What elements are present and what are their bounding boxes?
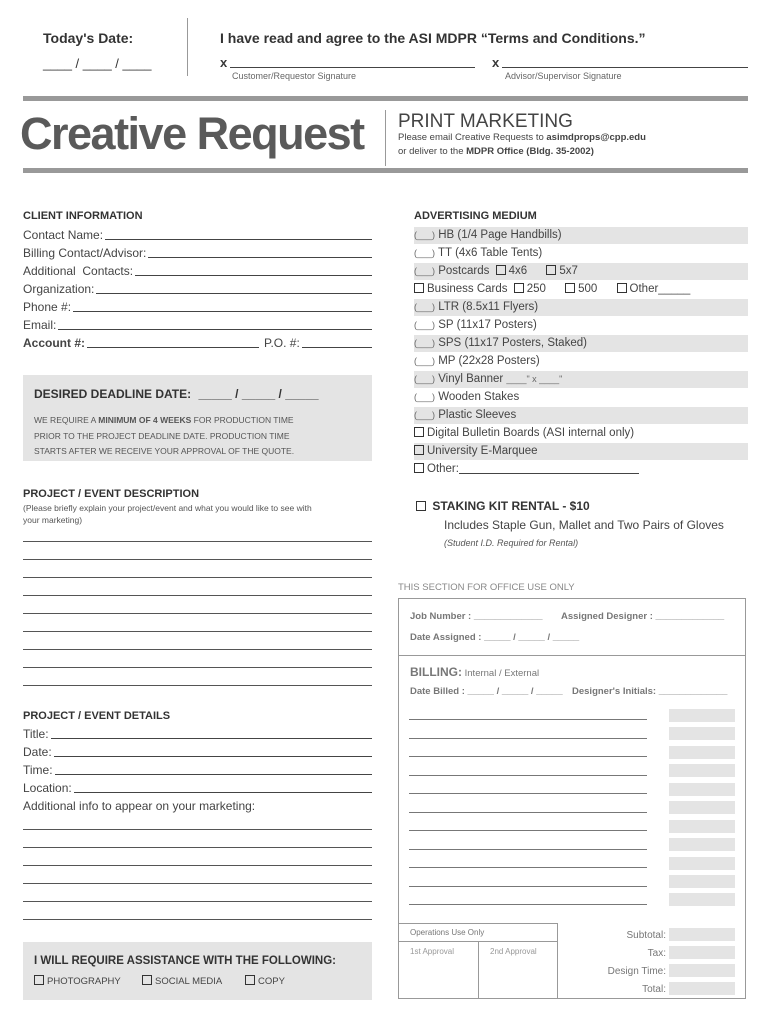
billing-line <box>409 904 647 905</box>
billing-amount-cell <box>669 801 735 814</box>
project-description-heading: PROJECT / EVENT DESCRIPTION <box>23 488 200 500</box>
billing-amount-cell <box>669 727 735 740</box>
billing-line <box>409 849 647 850</box>
tt-row[interactable]: (___) TT (4x6 Table Tents) <box>414 247 543 259</box>
header-divider <box>187 18 188 76</box>
bc-500-checkbox[interactable] <box>565 283 575 293</box>
description-line[interactable] <box>23 685 372 686</box>
section-title: PRINT MARKETING <box>398 111 573 132</box>
title-divider <box>385 110 386 166</box>
billing-line <box>409 812 647 813</box>
ltr-row[interactable]: (___) LTR (8.5x11 Flyers) <box>414 299 748 316</box>
other-medium-row[interactable]: Other: <box>414 461 748 478</box>
title-bottom-rule <box>23 168 748 173</box>
billing-line <box>409 756 647 757</box>
designer-initials-field: Designer's Initials: _____________ <box>572 686 728 697</box>
billing-line <box>409 793 647 794</box>
deadline-label: DESIRED DEADLINE DATE: _____ / _____ / _____ <box>34 387 319 401</box>
billing-line <box>409 719 647 720</box>
billing-amount-cell <box>669 838 735 851</box>
second-approval-label: 2nd Approval <box>490 947 537 956</box>
advisor-signature-label: Advisor/Supervisor Signature <box>505 71 622 81</box>
project-details-heading: PROJECT / EVENT DETAILS <box>23 710 171 722</box>
social-media-checkbox[interactable] <box>142 975 152 985</box>
postcard-4x6-checkbox[interactable] <box>496 265 506 275</box>
copy-checkbox[interactable] <box>245 975 255 985</box>
additional-info-line[interactable] <box>23 829 372 830</box>
todays-date-field[interactable]: ____ / ____ / ____ <box>43 56 152 71</box>
description-line[interactable] <box>23 631 372 632</box>
description-line[interactable] <box>23 649 372 650</box>
billing-amount-cell <box>669 857 735 870</box>
copy-option[interactable]: COPY <box>245 975 285 987</box>
assistance-heading: I WILL REQUIRE ASSISTANCE WITH THE FOLLOWING: <box>34 955 336 967</box>
social-media-option[interactable]: SOCIAL MEDIA <box>142 975 222 987</box>
contact-name-field[interactable]: Contact Name: <box>23 227 372 244</box>
design-time-label: Design Time: <box>607 966 666 977</box>
deadline-note: WE REQUIRE A MINIMUM OF 4 WEEKS FOR PRODUCTION TIME PRIOR TO THE PROJECT DEADLINE DATE. PRODUCTION TIME STARTS AFTER WE RECEIVE YOUR APPROVAL OF THE QUOTE. <box>34 415 295 456</box>
operations-label: Operations Use Only <box>410 928 485 937</box>
event-date-field[interactable]: Date: <box>23 744 372 761</box>
agree-statement: I have read and agree to the ASI MDPR “Terms and Conditions.” <box>220 30 646 46</box>
approval-divider <box>478 941 479 999</box>
staking-kit-includes: Includes Staple Gun, Mallet and Two Pairs of Gloves <box>444 518 724 532</box>
customer-x-mark: x <box>220 55 228 70</box>
bc-other-checkbox[interactable] <box>617 283 627 293</box>
additional-info-line[interactable] <box>23 901 372 902</box>
title-top-rule <box>23 96 748 101</box>
total-cell <box>669 982 735 995</box>
account-po-row[interactable]: Account #: P.O. #: <box>23 335 372 352</box>
digital-bulletin-row[interactable]: Digital Bulletin Boards (ASI internal only) <box>414 425 748 442</box>
deliver-instructions: or deliver to the MDPR Office (Bldg. 35-2002) <box>398 146 594 157</box>
billing-line <box>409 867 647 868</box>
tax-cell <box>669 946 735 959</box>
e-marquee-row[interactable]: University E-Marquee <box>414 443 748 460</box>
date-billed-field: Date Billed : _____ / _____ / _____ <box>410 686 563 697</box>
office-divider <box>398 655 746 656</box>
business-cards-checkbox[interactable] <box>414 283 424 293</box>
postcards-row[interactable]: (___) Postcards 4x6 5x7 <box>414 263 748 280</box>
additional-info-line[interactable] <box>23 883 372 884</box>
client-info-heading: CLIENT INFORMATION <box>23 210 143 222</box>
email-link[interactable]: asimdprops@cpp.edu <box>546 132 646 143</box>
phone-field[interactable]: Phone #: <box>23 299 372 316</box>
subtotal-label: Subtotal: <box>626 930 666 941</box>
advisor-signature-line[interactable] <box>502 67 748 68</box>
wooden-stakes-row[interactable]: (___) Wooden Stakes <box>414 391 520 403</box>
organization-field[interactable]: Organization: <box>23 281 372 298</box>
billing-line <box>409 738 647 739</box>
email-instructions: Please email Creative Requests to asimdprops@cpp.edu <box>398 132 646 143</box>
billing-amount-cell <box>669 893 735 906</box>
tax-label: Tax: <box>647 948 666 959</box>
customer-signature-line[interactable] <box>230 67 475 68</box>
hb-row[interactable]: (___) HB (1/4 Page Handbills) <box>414 227 748 244</box>
description-line[interactable] <box>23 667 372 668</box>
page-title: Creative Request <box>20 108 364 159</box>
total-label: Total: <box>642 984 666 995</box>
photography-option[interactable]: PHOTOGRAPHY <box>34 975 121 987</box>
digital-bulletin-checkbox[interactable] <box>414 427 424 437</box>
photography-checkbox[interactable] <box>34 975 44 985</box>
first-approval-label: 1st Approval <box>410 947 455 956</box>
additional-info-label: Additional info to appear on your marketing: <box>23 799 256 813</box>
email-field[interactable]: Email: <box>23 317 372 334</box>
event-title-field[interactable]: Title: <box>23 726 372 743</box>
mp-row[interactable]: (___) MP (22x28 Posters) <box>414 355 540 367</box>
e-marquee-checkbox[interactable] <box>414 445 424 455</box>
advertising-heading: ADVERTISING MEDIUM <box>414 210 537 222</box>
assigned-designer-field: Assigned Designer : _____________ <box>561 611 725 622</box>
assistance-box <box>23 942 372 1000</box>
office-use-heading: THIS SECTION FOR OFFICE USE ONLY <box>398 582 575 593</box>
customer-signature-label: Customer/Requestor Signature <box>232 71 357 81</box>
business-cards-row[interactable]: Business Cards 250 500 Other_____ <box>414 281 748 298</box>
billing-amount-cell <box>669 783 735 796</box>
additional-info-line[interactable] <box>23 847 372 848</box>
postcard-5x7-checkbox[interactable] <box>546 265 556 275</box>
date-assigned-field: Date Assigned : _____ / _____ / _____ <box>410 632 580 643</box>
description-line[interactable] <box>23 595 372 596</box>
billing-amount-cell <box>669 709 735 722</box>
billing-amount-cell <box>669 875 735 888</box>
deadline-date-field[interactable]: _____ / _____ / _____ <box>198 387 319 401</box>
advisor-x-mark: x <box>492 55 500 70</box>
project-description-hint: (Please briefly explain your project/event and what you would like to see with your marketing) <box>23 503 312 525</box>
plastic-sleeves-row[interactable]: (___) Plastic Sleeves <box>414 407 748 424</box>
billing-line <box>409 775 647 776</box>
description-line[interactable] <box>23 577 372 578</box>
billing-amount-cell <box>669 764 735 777</box>
billing-label: BILLING: Internal / External <box>410 665 540 679</box>
billing-amount-cell <box>669 746 735 759</box>
bc-250-checkbox[interactable] <box>514 283 524 293</box>
vinyl-banner-row[interactable]: (___) Vinyl Banner ____" x ____" <box>414 371 748 388</box>
description-line[interactable] <box>23 541 372 542</box>
description-line[interactable] <box>23 613 372 614</box>
staking-kit-checkbox[interactable] <box>416 501 426 511</box>
design-time-cell <box>669 964 735 977</box>
billing-line <box>409 886 647 887</box>
additional-info-line[interactable] <box>23 865 372 866</box>
job-number-field: Job Number : _____________ <box>410 611 543 622</box>
event-location-field[interactable]: Location: <box>23 780 372 797</box>
staking-kit-option[interactable]: STAKING KIT RENTAL - $10 <box>416 499 590 513</box>
billing-amount-cell <box>669 820 735 833</box>
sps-row[interactable]: (___) SPS (11x17 Posters, Staked) <box>414 335 748 352</box>
additional-info-line[interactable] <box>23 919 372 920</box>
billing-line <box>409 830 647 831</box>
sp-row[interactable]: (___) SP (11x17 Posters) <box>414 319 537 331</box>
subtotal-cell <box>669 928 735 941</box>
event-time-field[interactable]: Time: <box>23 762 372 779</box>
staking-kit-note: (Student I.D. Required for Rental) <box>444 538 579 548</box>
other-medium-checkbox[interactable] <box>414 463 424 473</box>
additional-contacts-field[interactable]: Additional Contacts: <box>23 263 372 280</box>
description-line[interactable] <box>23 559 372 560</box>
billing-contact-field[interactable]: Billing Contact/Advisor: <box>23 245 372 262</box>
todays-date-label: Today's Date: <box>43 30 134 46</box>
